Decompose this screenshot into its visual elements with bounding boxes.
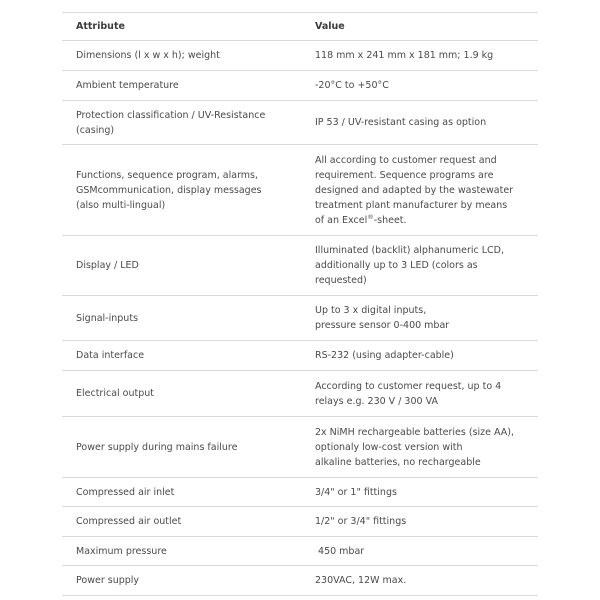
cell-line: optionaly low-cost version with xyxy=(315,441,463,453)
cell-value xyxy=(300,566,538,596)
cell-attribute xyxy=(62,566,300,596)
table-row xyxy=(62,566,538,596)
cell-line: Power supply xyxy=(76,575,140,586)
cell-line: Dimensions (l x w x h); weight xyxy=(76,50,220,61)
header-attribute: Attribute xyxy=(62,13,300,41)
cell-line: designed and adapted by the wastewater xyxy=(315,184,514,196)
cell-line: pressure sensor 0-400 mbar xyxy=(315,320,450,331)
cell-line: alkaline batteries, no rechargeable xyxy=(315,456,481,468)
cell-attribute xyxy=(62,71,300,101)
cell-line: 450 mbar xyxy=(315,545,365,557)
cell-line: 1/2" or 3/4" fittings xyxy=(315,516,407,527)
cell-line-excel xyxy=(315,212,407,226)
table-row xyxy=(62,537,538,566)
cell-line: IP 53 / UV-resistant casing as option xyxy=(315,117,487,128)
spec-table xyxy=(62,12,538,596)
cell-line: additionally up to 3 LED (colors as xyxy=(315,260,478,271)
table-row xyxy=(62,41,538,71)
cell-line: Electrical output xyxy=(76,388,155,399)
cell-value xyxy=(300,417,538,478)
cell-value xyxy=(300,41,538,71)
cell-value xyxy=(300,371,538,417)
table-row xyxy=(62,371,538,417)
cell-attribute xyxy=(62,537,300,566)
cell-value xyxy=(300,478,538,507)
cell-attribute xyxy=(62,236,300,296)
table-row xyxy=(62,145,538,236)
cell-line: According to customer request, up to 4 xyxy=(315,380,502,392)
cell-text: -sheet. xyxy=(373,214,407,226)
cell-line: Signal-inputs xyxy=(76,312,138,324)
cell-attribute xyxy=(62,341,300,371)
cell-value xyxy=(300,537,538,566)
cell-attribute xyxy=(62,41,300,71)
table-row xyxy=(62,417,538,478)
cell-text: of an Excel xyxy=(315,214,368,226)
cell-line: RS-232 (using adapter-cable) xyxy=(315,350,454,361)
cell-line: Compressed air inlet xyxy=(76,486,175,498)
cell-value xyxy=(300,296,538,341)
cell-value xyxy=(300,101,538,145)
cell-line: 230VAC, 12W max. xyxy=(315,575,407,586)
cell-line: Maximum pressure xyxy=(76,545,167,557)
cell-attribute xyxy=(62,145,300,236)
cell-line: requested) xyxy=(315,275,367,286)
cell-line: Ambient temperature xyxy=(76,80,179,91)
table-row xyxy=(62,507,538,537)
table-row xyxy=(62,236,538,296)
cell-line: Data interface xyxy=(76,350,145,361)
table-header-row xyxy=(62,13,538,41)
spec-table-container xyxy=(62,12,538,596)
table-row xyxy=(62,71,538,101)
cell-line: 3/4" or 1" fittings xyxy=(315,486,397,498)
cell-value xyxy=(300,71,538,101)
cell-line: relays e.g. 230 V / 300 VA xyxy=(315,395,438,407)
header-value: Value xyxy=(300,13,538,41)
cell-line: GSMcommunication, display messages xyxy=(76,184,262,196)
cell-value xyxy=(300,341,538,371)
cell-line: Display / LED xyxy=(76,260,139,271)
cell-line: Up to 3 x digital inputs, xyxy=(315,305,427,316)
cell-line: (also multi-lingual) xyxy=(76,199,166,211)
cell-value xyxy=(300,145,538,236)
cell-line: 2x NiMH rechargeable batteries (size AA), xyxy=(315,426,515,438)
cell-line: Power supply during mains failure xyxy=(76,441,238,453)
cell-line: Compressed air outlet xyxy=(76,516,182,527)
table-row xyxy=(62,296,538,341)
cell-value xyxy=(300,236,538,296)
cell-attribute xyxy=(62,101,300,145)
cell-value xyxy=(300,507,538,537)
cell-line: -20°C to +50°C xyxy=(315,80,389,91)
cell-line: 118 mm x 241 mm x 181 mm; 1.9 kg xyxy=(315,50,494,61)
cell-line: Illuminated (backlit) alphanumeric LCD, xyxy=(315,245,504,256)
cell-attribute xyxy=(62,478,300,507)
cell-line: Functions, sequence program, alarms, xyxy=(76,169,259,181)
cell-line: (casing) xyxy=(76,124,115,136)
cell-line: requirement. Sequence programs are xyxy=(315,169,494,181)
cell-attribute xyxy=(62,417,300,478)
table-row xyxy=(62,101,538,145)
table-row xyxy=(62,341,538,371)
registered-mark: ® xyxy=(367,212,374,221)
cell-line: Protection classification / UV-Resistance xyxy=(76,109,266,121)
cell-attribute xyxy=(62,371,300,417)
cell-line: All according to customer request and xyxy=(315,154,497,166)
cell-attribute xyxy=(62,507,300,537)
table-row xyxy=(62,478,538,507)
cell-line: treatment plant manufacturer by means xyxy=(315,199,508,211)
cell-attribute xyxy=(62,296,300,341)
